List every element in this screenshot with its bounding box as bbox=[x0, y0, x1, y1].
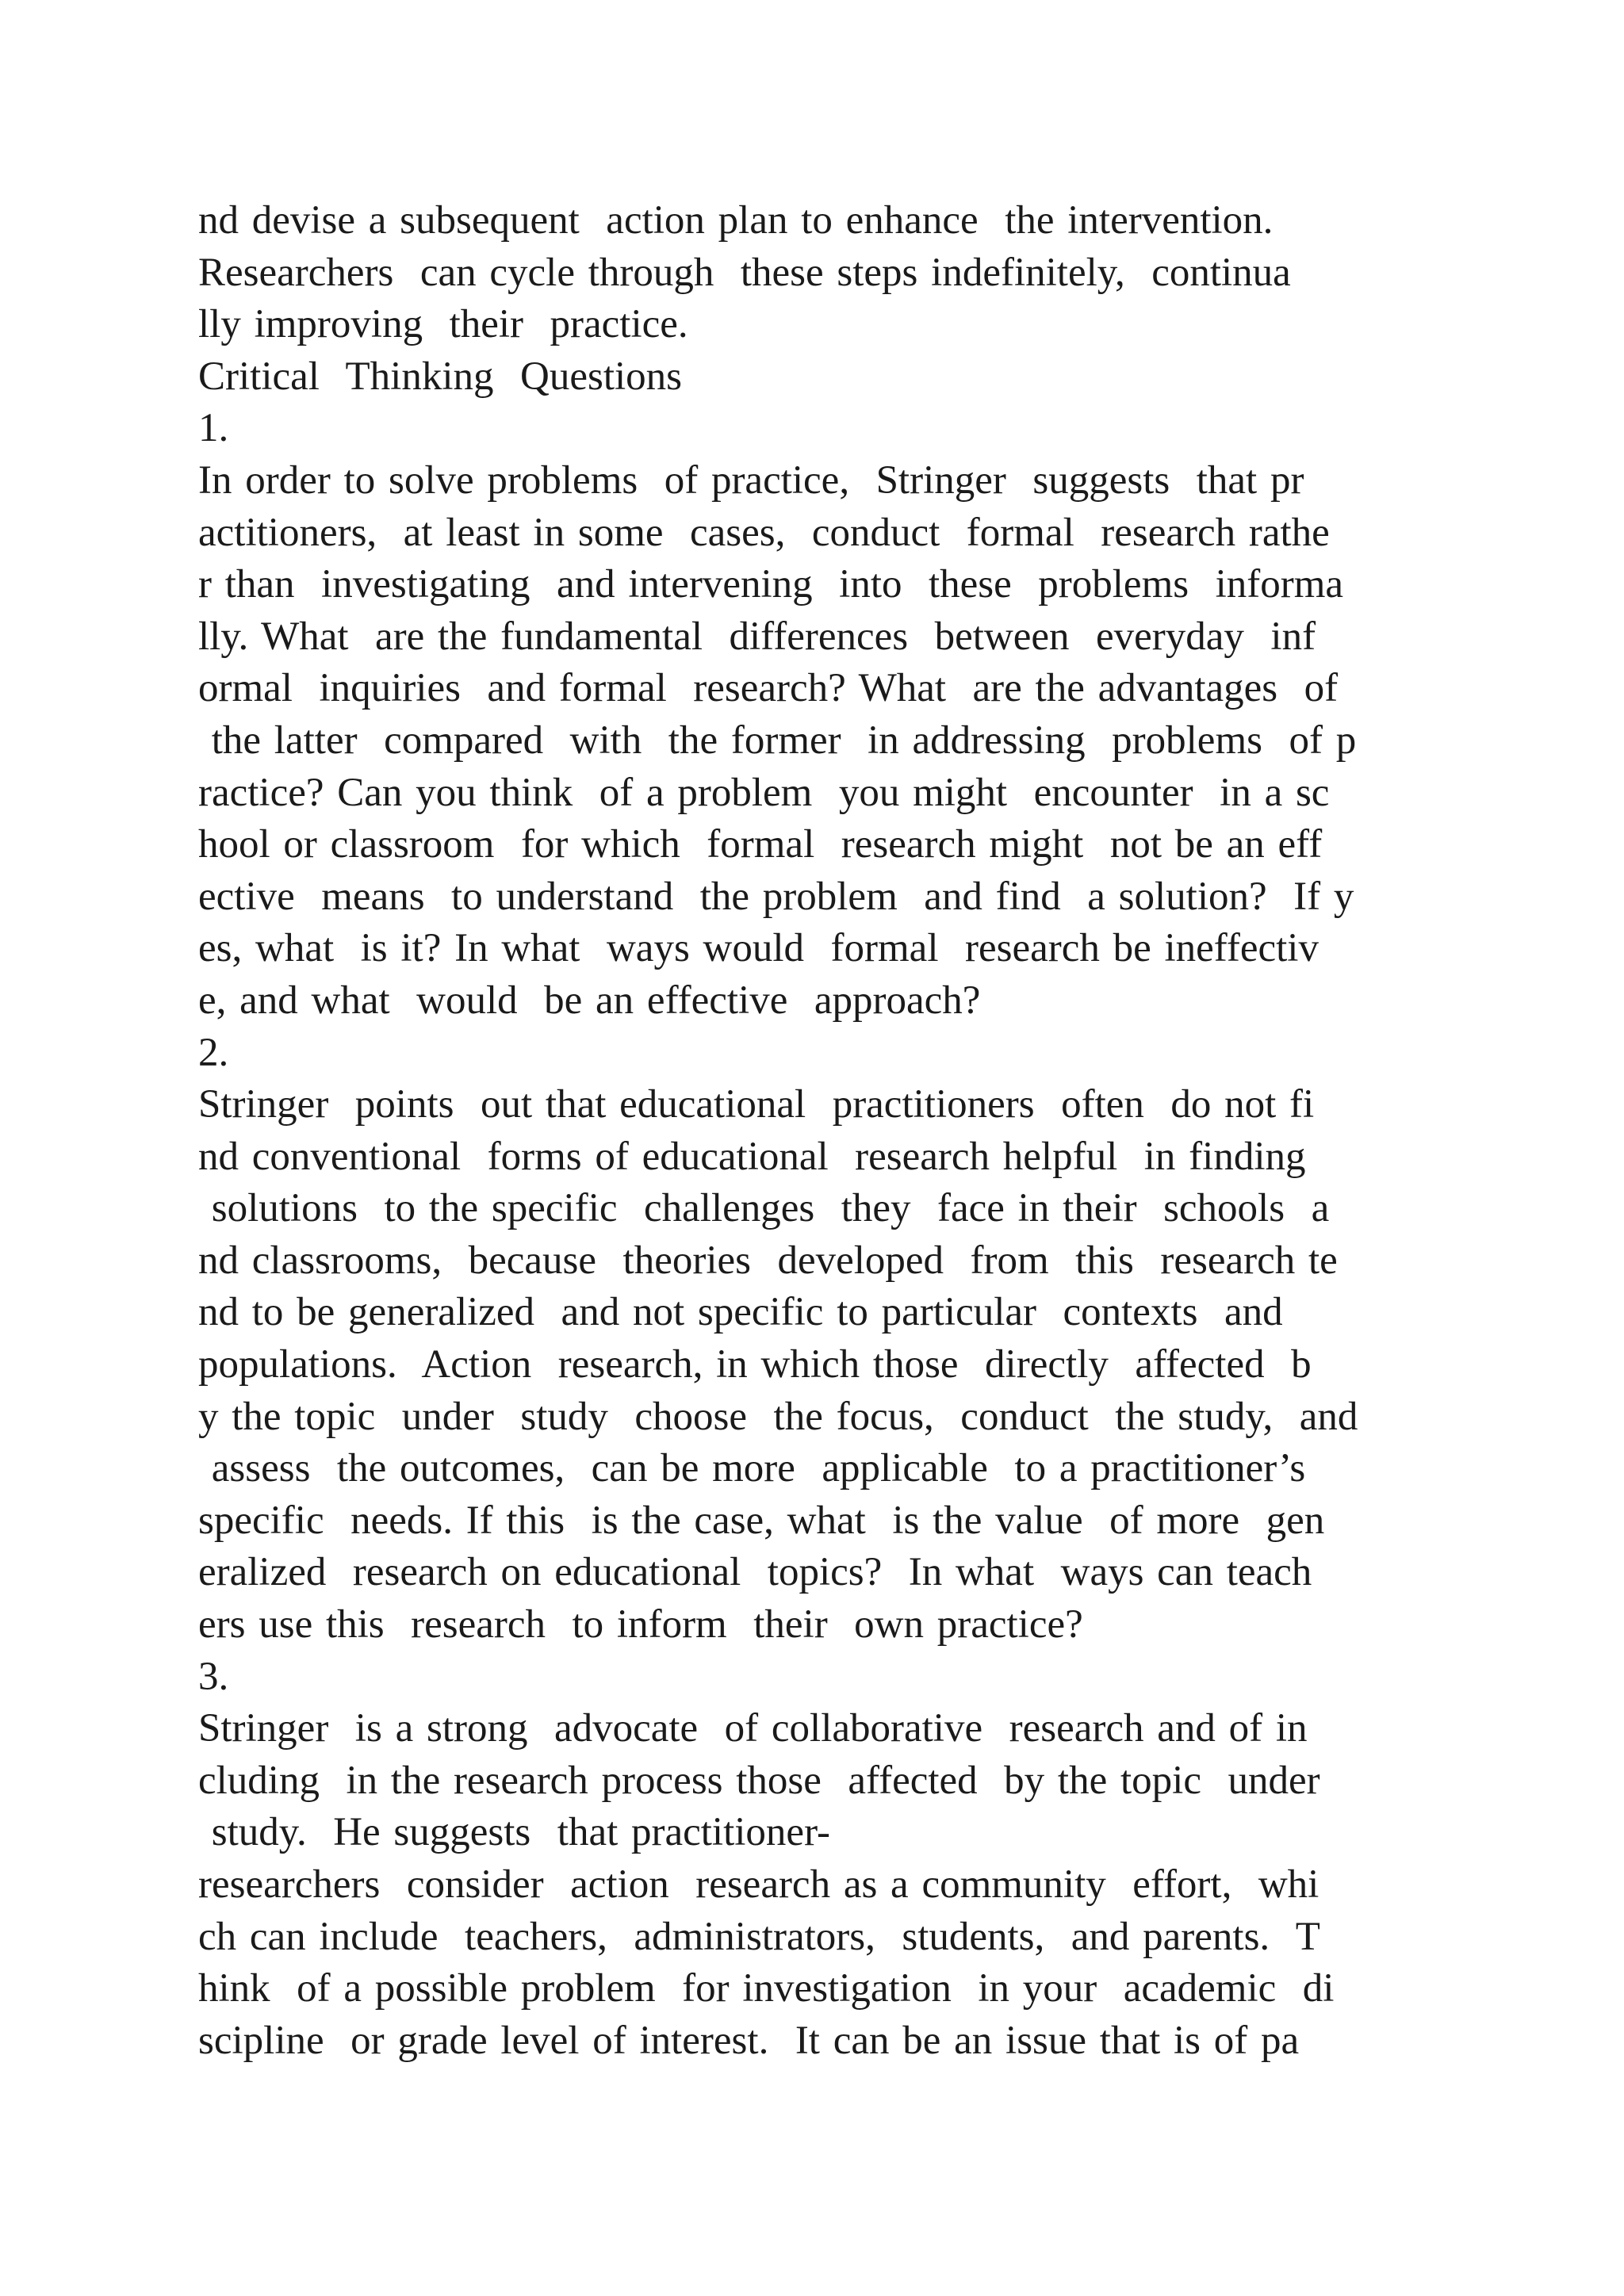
text-line: Stringer points out that educational practitioners often do not fi bbox=[198, 1082, 1315, 1127]
text-line: ective means to understand the problem and find a solution? If y bbox=[198, 874, 1354, 919]
text-line: Researchers can cycle through these steps indefinitely, continua bbox=[198, 250, 1291, 295]
text-line: Stringer is a strong advocate of collaborative research and of in bbox=[198, 1706, 1308, 1751]
text-line: e, and what would be an effective approach? bbox=[198, 978, 981, 1023]
text-line: lly improving their practice. bbox=[198, 302, 688, 347]
text-line: scipline or grade level of interest. It can be an issue that is of pa bbox=[198, 2018, 1300, 2063]
text-line: researchers consider action research as a community effort, whi bbox=[198, 1862, 1320, 1907]
text-line: ch can include teachers, administrators, students, and parents. T bbox=[198, 1914, 1320, 1959]
text-line: hink of a possible problem for investigation in your academic di bbox=[198, 1966, 1335, 2011]
text-line: nd conventional forms of educational research helpful in finding bbox=[198, 1134, 1306, 1179]
text-line: nd classrooms, because theories developed from this research te bbox=[198, 1238, 1338, 1283]
text-line: In order to solve problems of practice, Stringer suggests that pr bbox=[198, 457, 1304, 503]
text-line: eralized research on educational topics? In what ways can teach bbox=[198, 1550, 1312, 1595]
text-line: y the topic under study choose the focus, conduct the study, and bbox=[198, 1394, 1358, 1439]
text-line: es, what is it? In what ways would formal research be ineffectiv bbox=[198, 926, 1319, 971]
text-line: populations. Action research, in which those directly affected b bbox=[198, 1342, 1312, 1387]
question-number: 2. bbox=[198, 1030, 229, 1075]
text-line: nd to be generalized and not specific to particular contexts and bbox=[198, 1290, 1283, 1335]
text-line: the latter compared with the former in addressing problems of p bbox=[198, 718, 1357, 763]
text-line: nd devise a subsequent action plan to enhance the intervention. bbox=[198, 198, 1274, 243]
text-line: ormal inquiries and formal research? What are the advantages of bbox=[198, 666, 1339, 711]
text-line: study. He suggests that practitioner- bbox=[198, 1810, 831, 1855]
text-line: specific needs. If this is the case, what is the value of more gen bbox=[198, 1498, 1325, 1543]
text-line: assess the outcomes, can be more applicable to a practitioner’s bbox=[198, 1446, 1306, 1491]
section-heading: Critical Thinking Questions bbox=[198, 354, 683, 399]
question-number: 1. bbox=[198, 406, 229, 451]
question-number: 3. bbox=[198, 1654, 229, 1699]
text-line: actitioners, at least in some cases, conduct formal research rathe bbox=[198, 510, 1330, 555]
text-line: r than investigating and intervening into these problems informa bbox=[198, 562, 1344, 607]
text-line: hool or classroom for which formal research might not be an eff bbox=[198, 822, 1323, 867]
text-line: ractice? Can you think of a problem you might encounter in a sc bbox=[198, 770, 1330, 815]
text-line: ers use this research to inform their own practice? bbox=[198, 1602, 1083, 1647]
text-line: solutions to the specific challenges they face in their schools a bbox=[198, 1186, 1330, 1231]
text-line: lly. What are the fundamental differences between everyday inf bbox=[198, 614, 1316, 659]
text-line: cluding in the research process those affected by the topic under bbox=[198, 1758, 1320, 1803]
body-text bbox=[198, 195, 1467, 2067]
